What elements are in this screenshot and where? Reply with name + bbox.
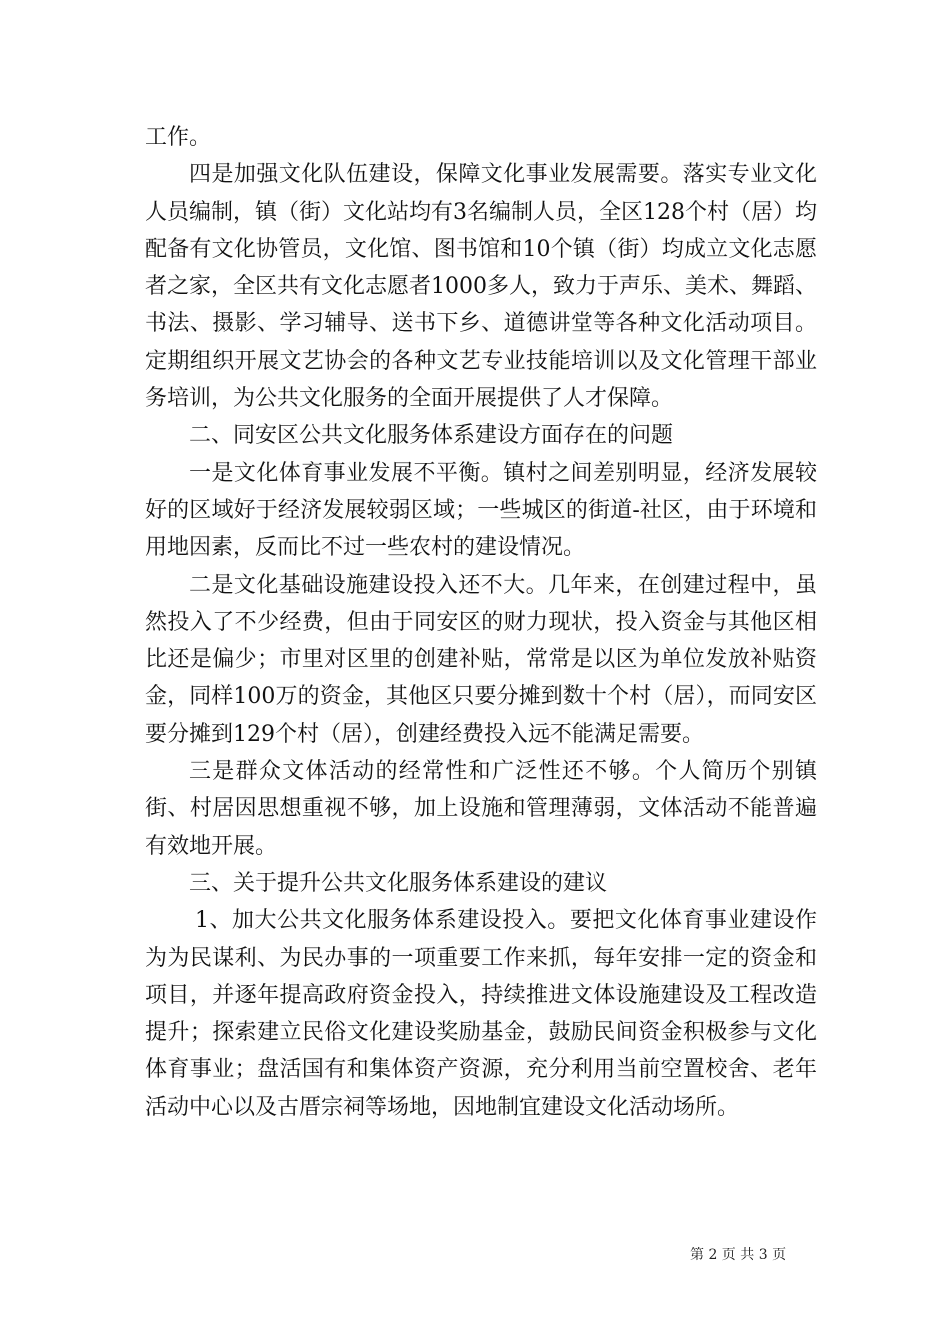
paragraph-problem-3: 三是群众文体活动的经常性和广泛性还不够。个人简历个别镇街、村居因思想重视不够，加上设施和管理薄弱，文体活动不能普遍有效地开展。 bbox=[145, 759, 817, 859]
paragraph-suggestion-1: 1、加大公共文化服务体系建设投入。要把文化体育事业建设作为为民谋利、为民办事的一项重要工作来抓，每年安排一定的资金和项目，并逐年提高政府资金投入，持续推进文体设施建设及工程改造提升；探索建立民俗文化建设奖励基金，鼓励民间资金积极参与文化体育事业；盘活国有和集体资产资源，充分利用当前空置校舍、老年活动中心以及古厝宗祠等场地，因地制宜建设文化活动场所。 bbox=[145, 908, 817, 1120]
paragraph-continuation: 工作。 bbox=[145, 125, 212, 150]
section-heading-suggestions: 三、关于提升公共文化服务体系建设的建议 bbox=[189, 870, 608, 896]
paragraph-problem-1: 一是文化体育事业发展不平衡。镇村之间差别明显，经济发展较好的区域好于经济发展较弱区域；一些城区的街道-社区，由于环境和用地因素，反而比不过一些农村的建设情况。 bbox=[145, 460, 817, 561]
paragraph-team-building: 四是加强文化队伍建设，保障文化事业发展需要。落实专业文化人员编制，镇（街）文化站均有3名编制人员，全区128个村（居）均配备有文化协管员，文化馆、图书馆和10个镇（街）均成立文化志愿者之家，全区共有文化志愿者1000多人，致力于声乐、美术、舞蹈、书法、摄影、学习辅导、送书下乡、道德讲堂等各种文化活动项目。定期组织开展文艺协会的各种文艺专业技能培训以及文化管理干部业务培训，为公共文化服务的全面开展提供了人才保障。 bbox=[145, 162, 817, 412]
document-body bbox=[145, 119, 817, 1126]
paragraph-problem-2: 二是文化基础设施建设投入还不大。几年来，在创建过程中，虽然投入了不少经费，但由于同安区的财力现状，投入资金与其他区相比还是偏少；市里对区里的创建补贴，常常是以区为单位发放补贴资金，同样100万的资金，其他区只要分摊到数十个村（居），而同安区要分摊到129个村（居），创建经费投入远不能满足需要。 bbox=[145, 572, 817, 747]
page-number-footer: 第 2 页 共 3 页 bbox=[690, 1247, 787, 1263]
section-heading-problems: 二、同安区公共文化服务体系建设方面存在的问题 bbox=[189, 423, 674, 449]
